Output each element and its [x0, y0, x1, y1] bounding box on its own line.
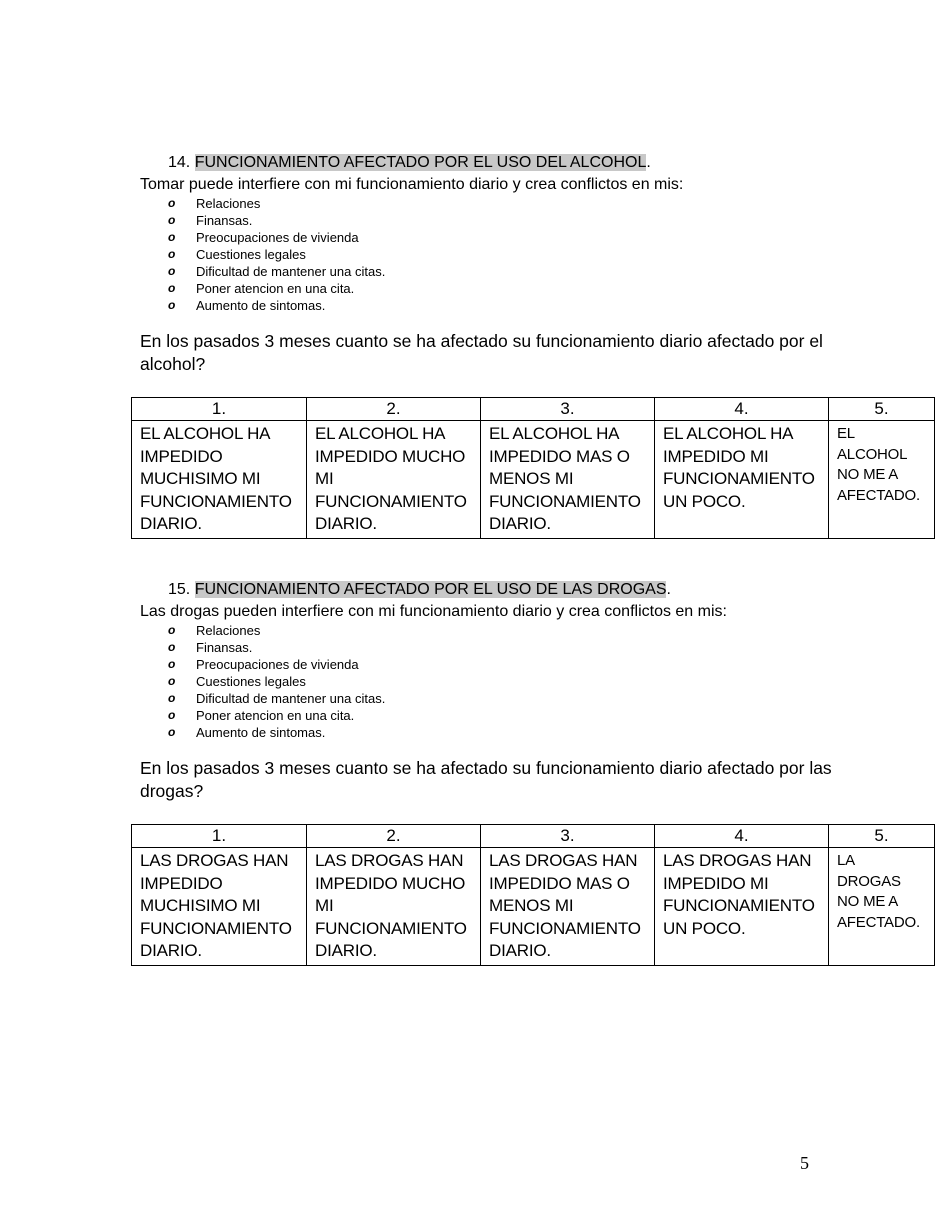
rating-table	[131, 824, 935, 966]
section-title-suffix: .	[666, 581, 671, 598]
section-heading	[168, 581, 671, 599]
option-header[interactable]: 2.	[307, 398, 481, 421]
section-heading	[168, 154, 651, 172]
list-item: o Poner atencion en una cita.	[168, 708, 355, 723]
list-item: o Finansas.	[168, 640, 253, 655]
option-cell-4[interactable]: EL ALCOHOL HA IMPEDIDO MI FUNCIONAMIENTO UN POCO.	[655, 421, 829, 539]
bullet-icon: o	[168, 298, 176, 312]
option-cell-3[interactable]: LAS DROGAS HAN IMPEDIDO MAS O MENOS MI FUNCIONAMIENTO DIARIO.	[481, 848, 655, 966]
option-cell-3[interactable]: EL ALCOHOL HA IMPEDIDO MAS O MENOS MI FUNCIONAMIENTO DIARIO.	[481, 421, 655, 539]
section-number: 15.	[168, 581, 191, 598]
bullet-icon: o	[168, 657, 176, 671]
section-question: En los pasados 3 meses cuanto se ha afectado su funcionamiento diario afectado por las drogas?	[140, 758, 832, 801]
bullet-icon: o	[168, 281, 176, 295]
list-item: o Aumento de sintomas.	[168, 725, 326, 740]
option-header[interactable]: 2.	[307, 825, 481, 848]
list-item: o Dificultad de mantener una citas.	[168, 264, 386, 279]
section-question: En los pasados 3 meses cuanto se ha afectado su funcionamiento diario afectado por el alcohol?	[140, 331, 823, 374]
bullet-list	[168, 622, 385, 741]
bullet-icon: o	[168, 725, 176, 739]
option-header[interactable]: 4.	[655, 825, 829, 848]
bullet-icon: o	[168, 264, 176, 278]
list-item: o Relaciones	[168, 623, 261, 638]
section-title-suffix: .	[646, 154, 651, 171]
table-header-row	[132, 825, 935, 848]
list-item: o Cuestiones legales	[168, 247, 306, 262]
bullet-list	[168, 195, 385, 314]
option-cell-5[interactable]: EL ALCOHOL NO ME A AFECTADO.	[829, 421, 935, 539]
option-cell-2[interactable]: LAS DROGAS HAN IMPEDIDO MUCHO MI FUNCIONAMIENTO DIARIO.	[307, 848, 481, 966]
bullet-icon: o	[168, 213, 176, 227]
option-header[interactable]: 4.	[655, 398, 829, 421]
bullet-icon: o	[168, 691, 176, 705]
section-number: 14.	[168, 154, 191, 171]
list-item: o Preocupaciones de vivienda	[168, 230, 359, 245]
option-cell-1[interactable]: LAS DROGAS HAN IMPEDIDO MUCHISIMO MI FUNCIONAMIENTO DIARIO.	[132, 848, 307, 966]
page-number: 5	[800, 1153, 809, 1173]
bullet-icon: o	[168, 230, 176, 244]
option-cell-4[interactable]: LAS DROGAS HAN IMPEDIDO MI FUNCIONAMIENTO UN POCO.	[655, 848, 829, 966]
option-cell-5[interactable]: LA DROGAS NO ME A AFECTADO.	[829, 848, 935, 966]
list-item: o Cuestiones legales	[168, 674, 306, 689]
bullet-icon: o	[168, 623, 176, 637]
bullet-icon: o	[168, 247, 176, 261]
option-header[interactable]: 5.	[829, 398, 935, 421]
bullet-icon: o	[168, 674, 176, 688]
section-intro: Las drogas pueden interfiere con mi funcionamiento diario y crea conflictos en mis:	[140, 603, 727, 620]
option-header[interactable]: 3.	[481, 398, 655, 421]
list-item: o Poner atencion en una cita.	[168, 281, 355, 296]
table-row	[132, 848, 935, 966]
section-title: FUNCIONAMIENTO AFECTADO POR EL USO DE LAS DROGAS	[194, 581, 667, 598]
list-item: o Dificultad de mantener una citas.	[168, 691, 386, 706]
option-cell-2[interactable]: EL ALCOHOL HA IMPEDIDO MUCHO MI FUNCIONAMIENTO DIARIO.	[307, 421, 481, 539]
list-item: o Finansas.	[168, 213, 253, 228]
list-item: o Relaciones	[168, 196, 261, 211]
list-item: o Preocupaciones de vivienda	[168, 657, 359, 672]
bullet-icon: o	[168, 640, 176, 654]
option-header[interactable]: 1.	[132, 825, 307, 848]
option-cell-1[interactable]: EL ALCOHOL HA IMPEDIDO MUCHISIMO MI FUNCIONAMIENTO DIARIO.	[132, 421, 307, 539]
bullet-icon: o	[168, 708, 176, 722]
section-intro: Tomar puede interfiere con mi funcionamiento diario y crea conflictos en mis:	[140, 176, 684, 193]
option-header[interactable]: 1.	[132, 398, 307, 421]
list-item: o Aumento de sintomas.	[168, 298, 326, 313]
rating-table	[131, 397, 935, 539]
table-header-row	[132, 398, 935, 421]
option-header[interactable]: 5.	[829, 825, 935, 848]
section-title: FUNCIONAMIENTO AFECTADO POR EL USO DEL ALCOHOL	[194, 154, 647, 171]
option-header[interactable]: 3.	[481, 825, 655, 848]
table-row	[132, 421, 935, 539]
bullet-icon: o	[168, 196, 176, 210]
